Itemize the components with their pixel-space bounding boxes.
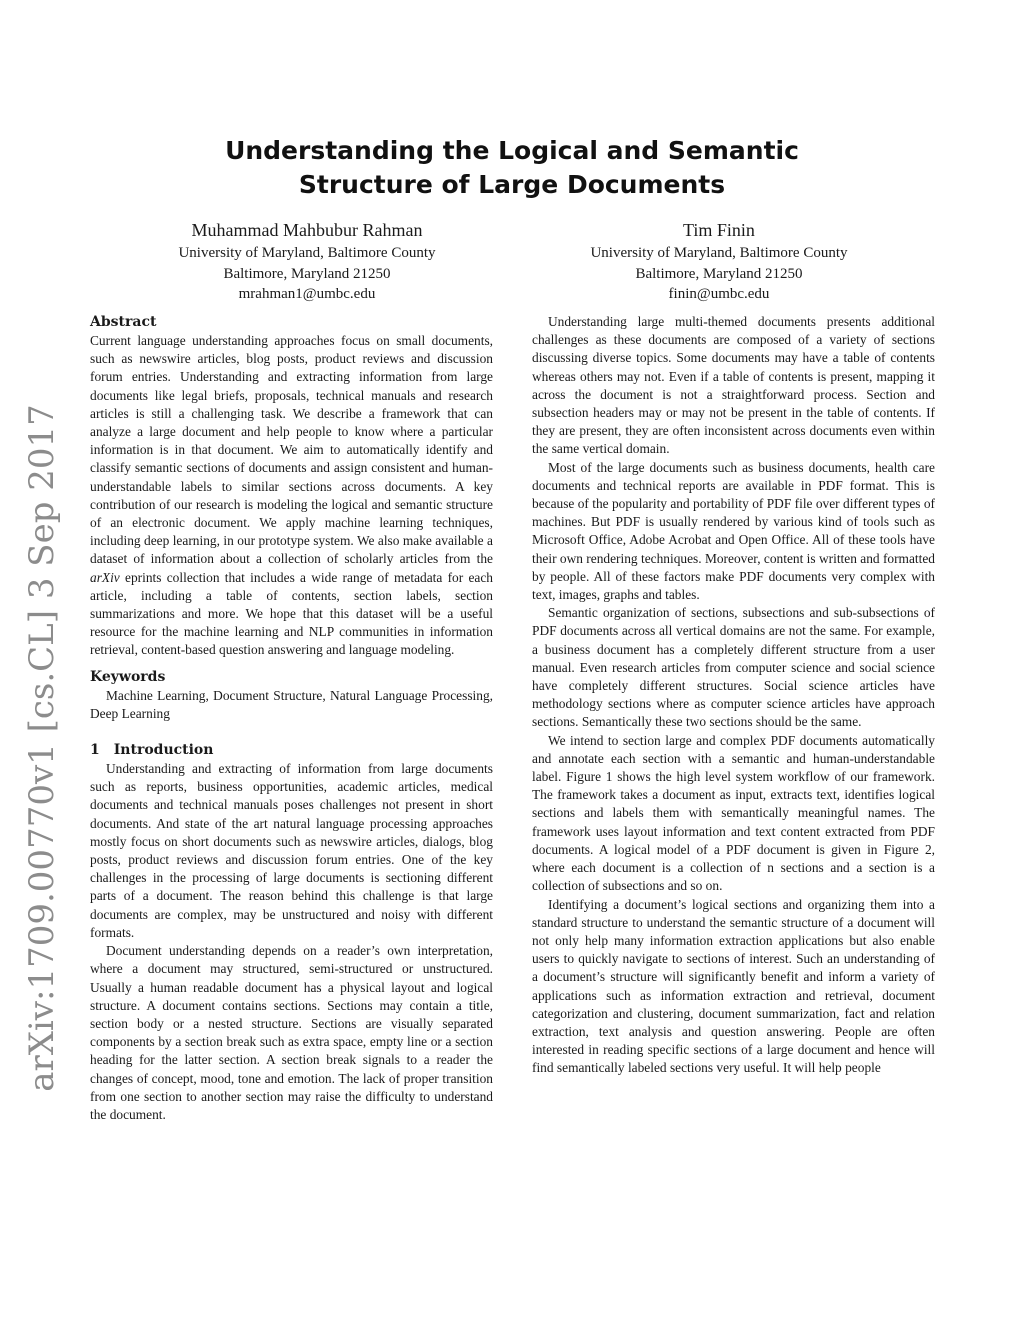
right-paragraph-5: Identifying a document’s logical sections and organizing them into a standard structure to understand the semantic structure of a document will not only help many information extraction applications but also enable users to quickly navigate to sections of interest. Such an understanding of a document’s structure will significantly benefit and inform a variety of applications such as information extraction and retrieval, document categorization and clustering, document summarization, fact and relation extraction, text analysis and question answering. People are often interested in reading specific sections of a large document and hence will find semantically labeled sections very useful. It will help people	[532, 896, 935, 1076]
author-block-2	[529, 219, 909, 305]
right-paragraph-3: Semantic organization of sections, subsections and sub-subsections of PDF documents across all vertical domains are not the same. For example, a business document has a completely different structure from a user manual. Even research articles from computer science and social science have completely different structures. Social science articles have methodology sections where as computer science articles have approach sections. Semantically these two sections should be the same.	[532, 605, 935, 730]
abstract-heading: Abstract	[90, 314, 157, 330]
keywords-text: Machine Learning, Document Structure, Natural Language Processing, Deep Learning	[90, 687, 493, 721]
right-paragraph-1: Understanding large multi-themed documents presents additional challenges as these documents are composed of a variety of sections discussing diverse topics. Some documents may have a table of contents whereas others may not. Even if a table of contents is present, mapping it across the document is not a straightforward process. Section and subsection headers may or may not be present in the table of contents. If they are present, they are often inconsistent across documents even within the same vertical domain.	[532, 314, 935, 457]
intro-paragraph-2: Document understanding depends on a reader’s own interpretation, where a document may structured, semi-structured or unstructured. Usually a human readable document has a physical layout and logical structure. A document contains sections. Sections may contain a title, section body or a nested structure. Sections are visually separated components by a section break such as extra space, empty line or a section heading for the latter section. A section break signals to a reader the changes of concept, mood, tone and emotion. The lack of proper transition from one section to another section may raise the difficulty to understand the document.	[90, 943, 493, 1122]
author-email: mrahman1@umbc.edu	[238, 286, 376, 302]
author-location: Baltimore, Maryland 21250	[223, 265, 391, 282]
title-line-2: Structure of Large Documents	[298, 170, 726, 199]
author-name: Tim Finin	[683, 220, 755, 240]
intro-paragraph-1: Understanding and extracting of information from large documents such as reports, business opportunities, academic articles, medical documents and technical manuals poses challenges not present in short documents. And state of the art natural language processing approaches mostly focus on short documents such as newswire articles, dialogs, blog posts, product reviews and discussion forum entries. One of the key challenges in the processing of large documents is sectioning different parts of a document. The reason behind this challenge is that large documents are complex, may be unstructured and noisy with different formats.	[90, 761, 493, 940]
title-line-1: Understanding the Logical and Semantic	[225, 136, 799, 165]
section-title: Introduction	[113, 742, 214, 759]
author-name: Muhammad Mahbubur Rahman	[191, 220, 423, 240]
left-column	[90, 313, 493, 1124]
paper-title	[0, 134, 1024, 202]
section-number: 1	[90, 742, 100, 759]
abstract-text: Current language understanding approaches focus on small documents, such as newswire articles, blog posts, product reviews and discussion forum entries. Understanding and extracting information from large documents like legal briefs, proposals, technical manuals and research articles is still a challenging task. We describe a framework that can analyze a large document and help people to know where a particular information is in that document. We aim to automatically identify and classify semantic sections of documents and assign consistent and human-understandable labels to similar sections across documents. A key contribution of our research is modeling the logical and semantic structure of an electronic document. We apply machine learning techniques, including deep learning, in our prototype system. We also make available a dataset of information about a collection of scholarly articles from the arXiv eprints collection that includes a wide range of metadata for each article, including a table of contents, section labels, section summarizations and more. We hope that this dataset will be a useful resource for the machine learning and NLP communities in information retrieval, content-based question answering and language modeling.	[90, 333, 493, 658]
introduction-heading	[90, 741, 493, 760]
arxiv-identifier: arXiv:1709.00770v1 [cs.CL] 3 Sep 2017	[22, 404, 62, 1092]
right-paragraph-4: We intend to section large and complex PDF documents automatically and annotate each section with a semantic and human-understandable label. Figure 1 shows the high level system workflow of our framework. The framework takes a document as input, extracts text, identifies logical sections and labels them with semantically meaningful names. The framework uses layout information and text content extracted from PDF documents. A logical model of a PDF document is given in Figure 2, where each document is a collection of n sections and a section is a collection of subsections and so on.	[532, 732, 935, 894]
author-affiliation: University of Maryland, Baltimore County	[178, 245, 436, 261]
right-paragraph-2: Most of the large documents such as business documents, health care documents and technical reports are available in PDF format. This is because of the popularity and portability of PDF file over different types of machines. But PDF is usually rendered by various kind of tools such as Microsoft Office, Adobe Acrobat and Open Office. All of these tools have their own rendering techniques. Moreover, content is written and formatted by people. All of these factors make PDF documents very complex with text, images, graphs and tables.	[532, 459, 935, 603]
right-column	[532, 313, 935, 1078]
author-affiliation: University of Maryland, Baltimore County	[590, 245, 848, 261]
author-block-1	[117, 219, 497, 305]
arxiv-italic: arXiv	[90, 569, 120, 585]
author-location: Baltimore, Maryland 21250	[635, 265, 803, 282]
author-email: finin@umbc.edu	[668, 286, 770, 302]
keywords-heading: Keywords	[90, 668, 166, 685]
